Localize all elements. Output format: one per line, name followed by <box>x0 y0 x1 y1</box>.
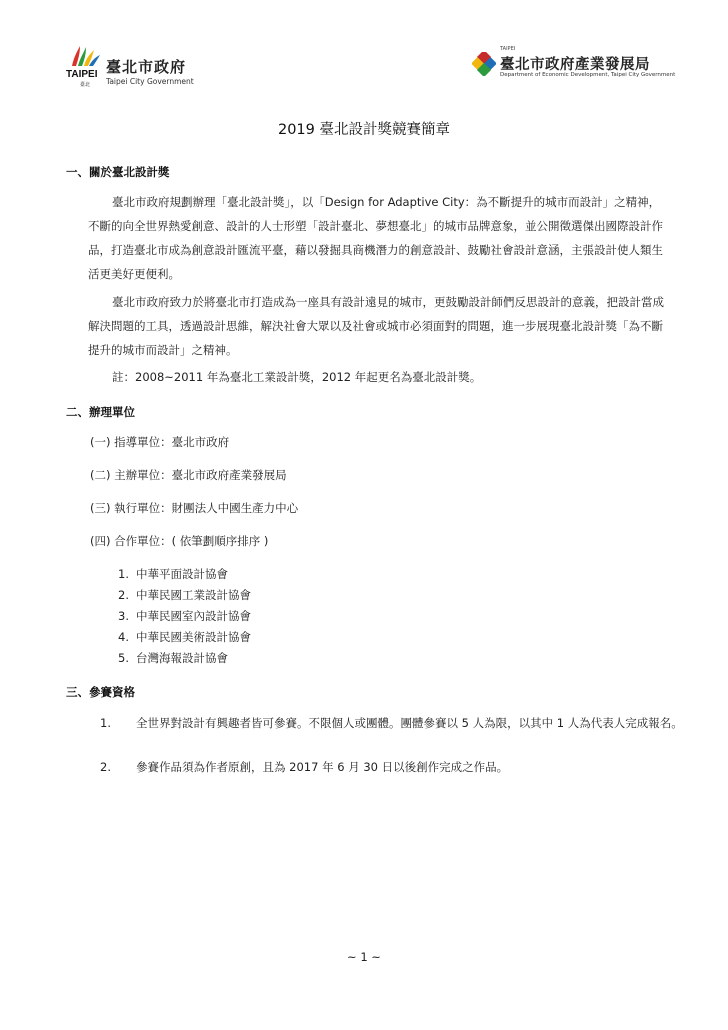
list-number: 2. <box>118 588 129 602</box>
eligibility-item <box>100 712 696 734</box>
list-number: 3. <box>118 609 129 623</box>
organizer-executor: (三) 執行單位：財團法人中國生產力中心 <box>90 501 299 515</box>
about-note: 註：2008~2011 年為臺北工業設計獎，2012 年起更名為臺北設計獎。 <box>112 370 482 384</box>
svg-text:臺北: 臺北 <box>80 82 91 88</box>
dept-name-zh: 臺北市政府產業發展局 <box>500 56 650 73</box>
taipei-city-logo-block <box>66 44 206 88</box>
partner-name: 中華民國工業設計協會 <box>136 588 251 602</box>
partner-name: 中華民國美術設計協會 <box>136 630 251 644</box>
organizer-guiding: (一) 指導單位：臺北市政府 <box>90 435 230 449</box>
section-heading-about: 一、關於臺北設計獎 <box>66 165 170 179</box>
section-heading-eligibility: 三、參賽資格 <box>66 685 135 699</box>
taipei-city-name-zh: 臺北市政府 <box>106 58 187 76</box>
list-number: 5. <box>118 651 129 665</box>
list-number: 4. <box>118 630 129 644</box>
partner-list-item <box>118 608 251 624</box>
partner-name: 中華民國室內設計協會 <box>136 609 251 623</box>
partner-list-item <box>118 566 228 582</box>
eligibility-text: 全世界對設計有興趣者皆可參賽。不限個人或團體。團體參賽以 5 人為限，以其中 1 人為代表人完成報名。 <box>136 716 683 730</box>
eligibility-item <box>100 756 696 778</box>
dept-small-label: TAIPEI <box>500 46 516 52</box>
about-paragraph-2: 臺北市政府致力於將臺北市打造成為一座具有設計遠見的城市，更鼓勵設計師們反思設計的意義，把設計當成解決問題的工具，透過設計思維，解決社會大眾以及社會或城市必須面對的問題，進一步展現臺北設計獎「為不斷提升的城市而設計」之精神。 <box>88 295 664 357</box>
list-number: 2. <box>100 760 111 774</box>
list-number: 1. <box>100 716 111 730</box>
taipei-logo-icon <box>66 44 102 88</box>
organizer-partners: (四) 合作單位：( 依筆劃順序排序 ) <box>90 534 269 548</box>
partner-list-item <box>118 650 228 666</box>
partner-list-item <box>118 629 251 645</box>
svg-text:TAIPEI: TAIPEI <box>66 69 98 80</box>
about-paragraph-1: 臺北市政府規劃辦理「臺北設計獎」，以「Design for Adaptive City：為不斷提升的城市而設計」之精神，不斷的向全世界熱愛創意、設計的人士形塑「設計臺北、夢想臺北」的城市品牌意象，並公開徵選傑出國際設計作品，打造臺北市成為創意設計匯流平臺，藉以發掘具商機潛力的創意設計、鼓勵社會設計意涵，主張設計使人類生活更美好更便利。 <box>88 195 663 281</box>
list-number: 1. <box>118 567 129 581</box>
document-title: 2019 臺北設計獎競賽簡章 <box>277 122 450 138</box>
partner-list-item <box>118 587 251 603</box>
section-heading-organizers: 二、辦理單位 <box>66 405 135 419</box>
partner-name: 台灣海報設計協會 <box>136 651 228 665</box>
dept-name-en: Department of Economic Development, Taipei City Government <box>500 72 676 78</box>
taipei-city-name-en: Taipei City Government <box>106 77 194 86</box>
dept-emblem-icon <box>472 52 496 76</box>
eligibility-text: 參賽作品須為作者原創，且為 2017 年 6 月 30 日以後創作完成之作品。 <box>136 760 509 774</box>
organizer-host: (二) 主辦單位：臺北市政府產業發展局 <box>90 468 287 482</box>
dept-logo-block <box>472 46 676 82</box>
page-number: ~ 1 ~ <box>347 950 381 964</box>
partner-name: 中華平面設計協會 <box>136 567 228 581</box>
